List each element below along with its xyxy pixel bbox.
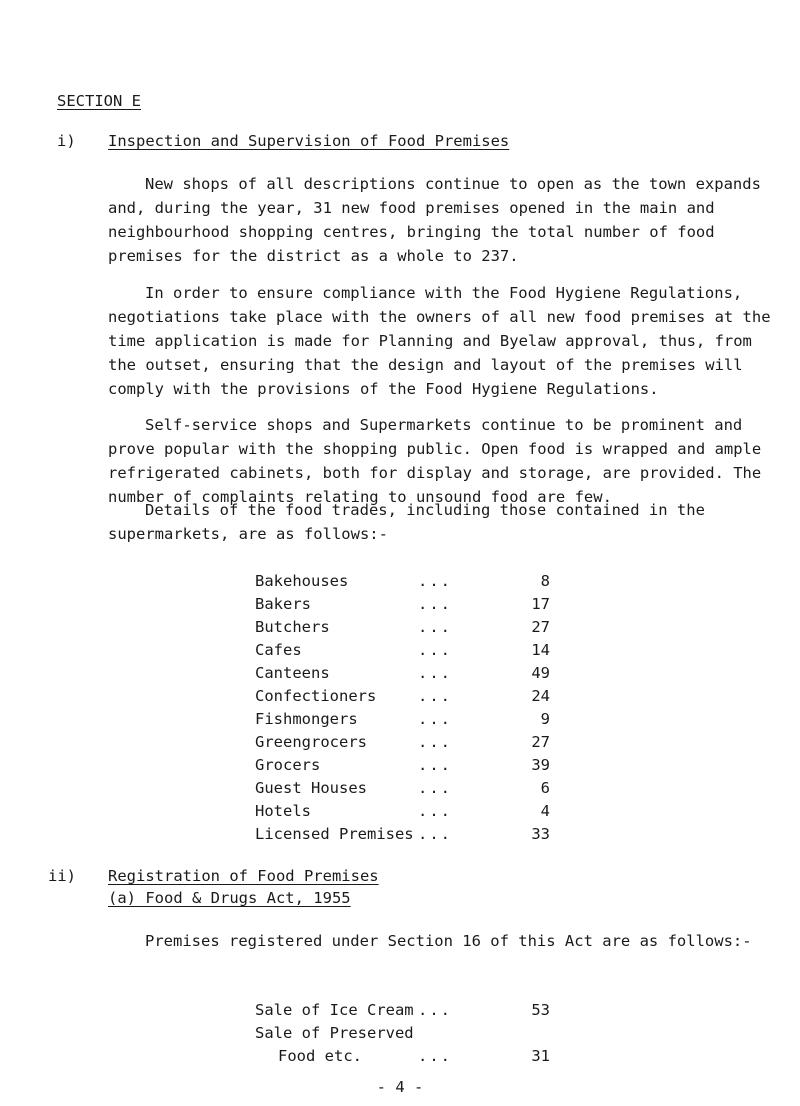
leader-dots: ... xyxy=(418,733,452,751)
trade-count: 6 xyxy=(540,779,550,797)
trade-count: 49 xyxy=(531,664,550,682)
trade-count: 27 xyxy=(531,618,550,636)
leader-dots: ... xyxy=(418,756,452,774)
page-number: - 4 - xyxy=(376,1078,424,1096)
trade-count: 17 xyxy=(531,595,550,613)
trade-count: 14 xyxy=(531,641,550,659)
trade-name: Cafes xyxy=(255,641,302,659)
leader-dots: ... xyxy=(418,664,452,682)
paragraph-compliance: In order to ensure compliance with the Food Hygiene Regulations, negotiations take place with the owners of all new food premises at the time application is made for Planning and Byelaw approval, thus, from the outset, ensuring that the design and layout of the premises will comply with the provisions of the Food Hygiene Regulations. xyxy=(108,284,771,398)
trade-count: 27 xyxy=(531,733,550,751)
leader-dots: ... xyxy=(418,779,452,797)
premises-name: Sale of Ice Cream xyxy=(255,1001,414,1019)
table-row xyxy=(0,641,600,663)
trade-count: 33 xyxy=(531,825,550,843)
trade-count: 24 xyxy=(531,687,550,705)
leader-dots: ... xyxy=(418,802,452,820)
trade-name: Greengrocers xyxy=(255,733,367,751)
trade-count: 4 xyxy=(540,802,550,820)
trade-count: 9 xyxy=(540,710,550,728)
section-heading: SECTION E xyxy=(57,92,141,110)
leader-dots: ... xyxy=(418,572,452,590)
trade-name: Butchers xyxy=(255,618,330,636)
table-row xyxy=(0,618,600,640)
leader-dots: ... xyxy=(418,595,452,613)
premises-name-line2: Food etc. xyxy=(278,1047,362,1065)
trade-name: Confectioners xyxy=(255,687,377,705)
leader-dots: ... xyxy=(418,710,452,728)
table-row xyxy=(0,595,600,617)
table-row xyxy=(0,779,600,801)
trade-name: Grocers xyxy=(255,756,321,774)
paragraph-details: Details of the food trades, including those contained in the supermarkets, are as follows:- xyxy=(108,501,705,543)
trade-name: Canteens xyxy=(255,664,330,682)
trade-name: Bakers xyxy=(255,595,311,613)
table-row xyxy=(0,1047,600,1069)
leader-dots: ... xyxy=(418,825,452,843)
paragraph-registered: Premises registered under Section 16 of this Act are as follows:- xyxy=(145,932,752,950)
table-row xyxy=(0,1001,600,1023)
table-row xyxy=(0,733,600,755)
trade-count: 8 xyxy=(540,572,550,590)
leader-dots: ... xyxy=(418,687,452,705)
table-row xyxy=(0,825,600,847)
part-ii-numeral: ii) xyxy=(48,867,76,885)
table-row xyxy=(0,664,600,686)
leader-dots: ... xyxy=(418,618,452,636)
trade-count: 39 xyxy=(531,756,550,774)
trade-name: Guest Houses xyxy=(255,779,367,797)
table-row xyxy=(0,1024,600,1046)
leader-dots: ... xyxy=(418,1001,452,1019)
part-ii-title: Registration of Food Premises xyxy=(108,867,379,885)
premises-count: 53 xyxy=(531,1001,550,1019)
table-row xyxy=(0,710,600,732)
premises-count: 31 xyxy=(531,1047,550,1065)
table-row xyxy=(0,802,600,824)
premises-name-line1: Sale of Preserved xyxy=(255,1024,414,1042)
table-row xyxy=(0,756,600,778)
trade-name: Bakehouses xyxy=(255,572,349,590)
leader-dots: ... xyxy=(418,641,452,659)
part-i-numeral: i) xyxy=(57,132,76,150)
part-i-title: Inspection and Supervision of Food Premises xyxy=(108,132,510,150)
leader-dots: ... xyxy=(418,1047,452,1065)
trade-name: Fishmongers xyxy=(255,710,358,728)
table-row xyxy=(0,572,600,594)
trade-name: Licensed Premises xyxy=(255,825,414,843)
paragraph-self-service: Self-service shops and Supermarkets continue to be prominent and prove popular with the shopping public. Open food is wrapped and ample refrigerated cabinets, both for display and storage, are provided. The number of complaints relating to unsound food are few. xyxy=(108,416,762,506)
trade-name: Hotels xyxy=(255,802,311,820)
paragraph-new-shops: New shops of all descriptions continue to open as the town expands and, during the year, 31 new food premises opened in the main and neighbourhood shopping centres, bringing the total number of food premises for the district as a whole to 237. xyxy=(108,175,761,265)
table-row xyxy=(0,687,600,709)
part-ii-subtitle: (a) Food & Drugs Act, 1955 xyxy=(108,889,351,907)
